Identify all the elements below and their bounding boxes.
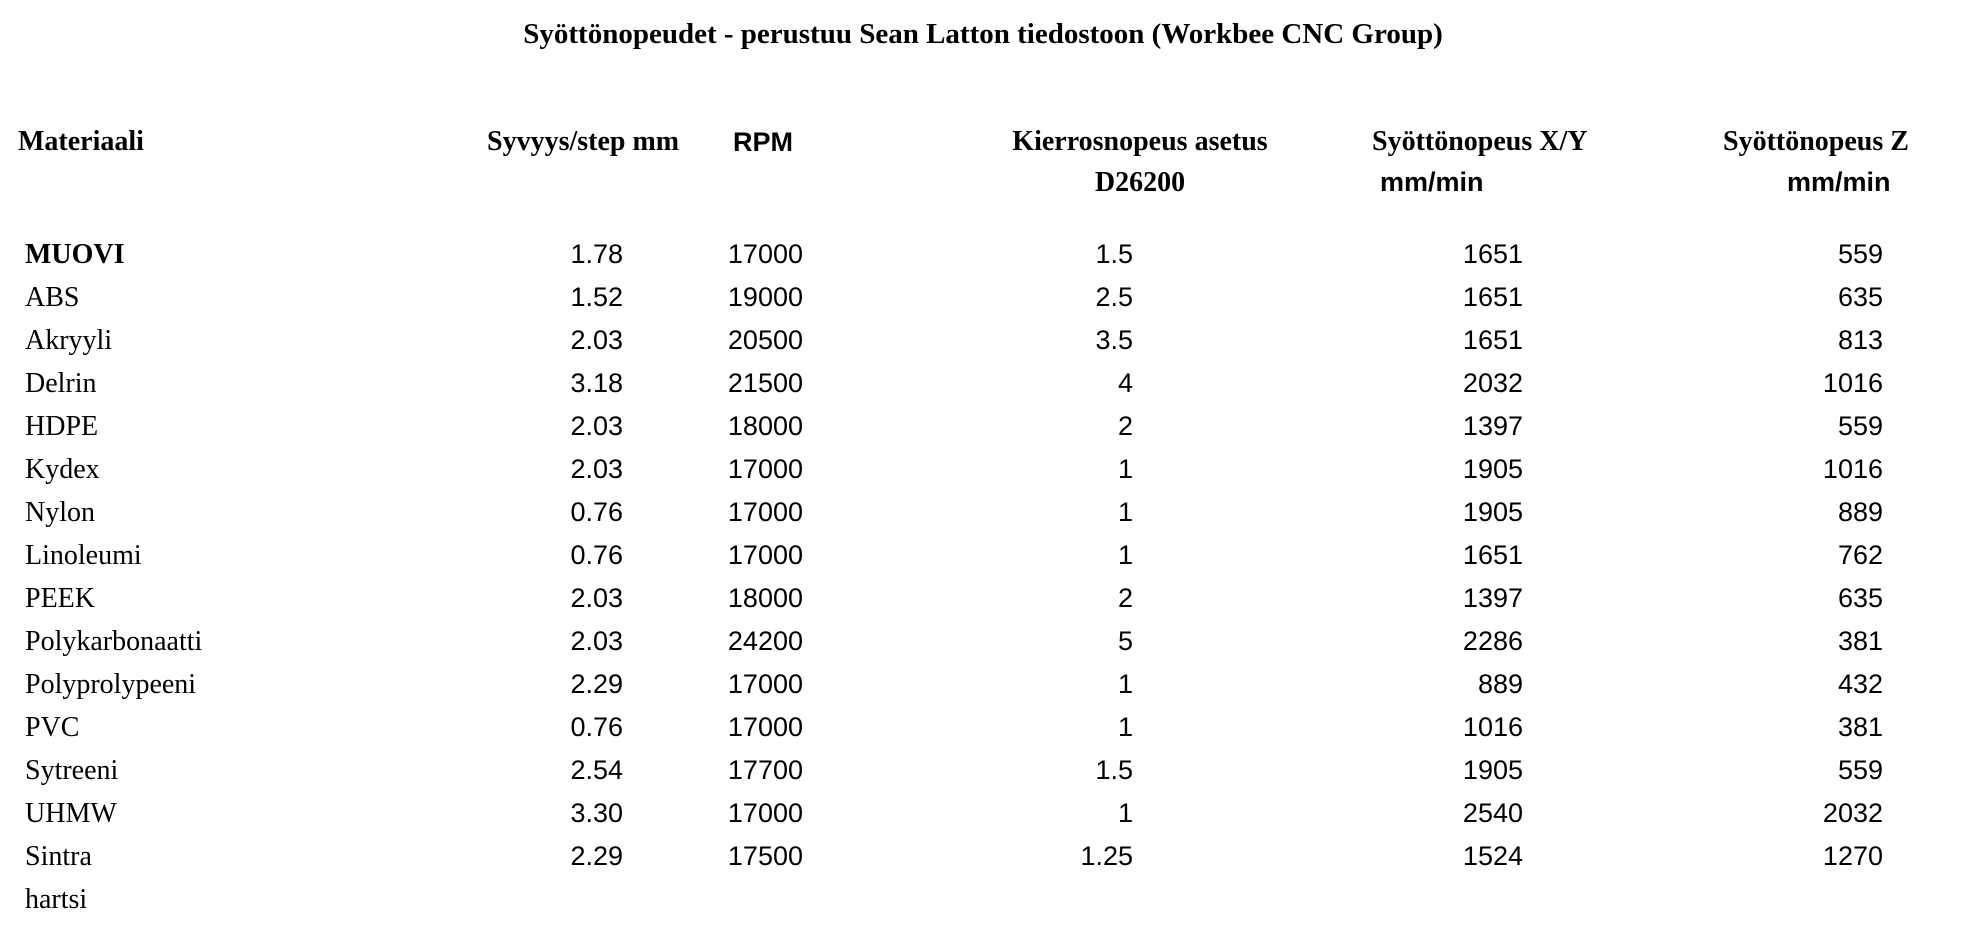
depth-value: 0.76 <box>570 497 623 527</box>
table-row <box>0 276 1966 319</box>
header-feed-xy <box>1372 121 1587 203</box>
material-name: Akryyli <box>25 325 113 356</box>
feed-z-value: 559 <box>1837 755 1883 785</box>
depth-value: 1.52 <box>570 282 623 312</box>
rpm-value: 17000 <box>727 239 803 269</box>
header-feed-xy-line1: Syöttönopeus X/Y <box>1372 126 1588 157</box>
feed-z-value: 559 <box>1837 411 1883 441</box>
header-depth: Syvyys/step mm <box>487 126 680 157</box>
header-kierrosnopeus-line1: Kierrosnopeus asetus <box>1012 126 1268 157</box>
feed-z-value: 813 <box>1837 325 1883 355</box>
rpm-value: 18000 <box>727 411 803 441</box>
feed-xy-value: 1651 <box>1462 540 1523 570</box>
header-kierrosnopeus <box>990 121 1290 203</box>
depth-value: 2.03 <box>570 583 623 613</box>
table-row <box>0 448 1966 491</box>
material-name: Delrin <box>25 368 97 399</box>
feed-xy-value: 2032 <box>1462 368 1523 398</box>
table-row <box>0 792 1966 835</box>
table-row <box>0 706 1966 749</box>
feed-z-value: 635 <box>1837 583 1883 613</box>
kierrosnopeus-value: 4 <box>1117 368 1133 398</box>
rpm-value: 20500 <box>727 325 803 355</box>
material-name: Sytreeni <box>25 755 119 786</box>
rpm-value: 17000 <box>727 669 803 699</box>
header-feed-z <box>1723 121 1909 203</box>
feed-z-value: 381 <box>1837 626 1883 656</box>
feed-xy-value: 1397 <box>1462 583 1523 613</box>
feed-z-value: 1016 <box>1822 368 1883 398</box>
table-row <box>0 233 1966 276</box>
rpm-value: 18000 <box>727 583 803 613</box>
feed-xy-value: 1651 <box>1462 325 1523 355</box>
table-row <box>0 878 1966 921</box>
table-row <box>0 491 1966 534</box>
table-row <box>0 620 1966 663</box>
table-row <box>0 577 1966 620</box>
rpm-value: 17700 <box>727 755 803 785</box>
feed-xy-value: 1651 <box>1462 239 1523 269</box>
header-kierrosnopeus-line2: D26200 <box>1094 167 1186 198</box>
depth-value: 3.30 <box>570 798 623 828</box>
feed-xy-value: 2286 <box>1462 626 1523 656</box>
kierrosnopeus-value: 1 <box>1117 669 1133 699</box>
material-name: ABS <box>25 282 80 313</box>
kierrosnopeus-value: 1.5 <box>1095 755 1133 785</box>
kierrosnopeus-value: 1.5 <box>1095 239 1133 269</box>
depth-value: 2.54 <box>570 755 623 785</box>
feed-z-value: 559 <box>1837 239 1883 269</box>
depth-value: 2.03 <box>570 454 623 484</box>
material-name: hartsi <box>25 884 88 915</box>
material-name: Polykarbonaatti <box>25 626 203 657</box>
table-row <box>0 362 1966 405</box>
header-feed-z-line2: mm/min <box>1787 167 1891 197</box>
table-row <box>0 835 1966 878</box>
kierrosnopeus-value: 2 <box>1117 583 1133 613</box>
rpm-value: 19000 <box>727 282 803 312</box>
depth-value: 2.03 <box>570 626 623 656</box>
rpm-value: 17000 <box>727 454 803 484</box>
feed-xy-value: 1524 <box>1462 841 1523 871</box>
header-rpm: RPM <box>733 127 793 157</box>
material-name: HDPE <box>25 411 99 442</box>
depth-value: 2.03 <box>570 411 623 441</box>
depth-value: 2.29 <box>570 669 623 699</box>
kierrosnopeus-value: 2 <box>1117 411 1133 441</box>
feed-xy-value: 1651 <box>1462 282 1523 312</box>
kierrosnopeus-value: 1 <box>1117 540 1133 570</box>
rpm-value: 17000 <box>727 798 803 828</box>
table-row <box>0 663 1966 706</box>
rpm-value: 17000 <box>727 712 803 742</box>
depth-value: 0.76 <box>570 712 623 742</box>
rpm-value: 17000 <box>727 497 803 527</box>
rpm-value: 24200 <box>727 626 803 656</box>
depth-value: 2.29 <box>570 841 623 871</box>
kierrosnopeus-value: 1 <box>1117 712 1133 742</box>
depth-value: 3.18 <box>570 368 623 398</box>
feed-xy-value: 1016 <box>1462 712 1523 742</box>
header-feed-z-line1: Syöttönopeus Z <box>1723 126 1909 157</box>
feed-z-value: 889 <box>1837 497 1883 527</box>
kierrosnopeus-value: 1 <box>1117 454 1133 484</box>
header-material: Materiaali <box>18 126 144 157</box>
feed-xy-value: 1397 <box>1462 411 1523 441</box>
depth-value: 2.03 <box>570 325 623 355</box>
kierrosnopeus-value: 5 <box>1117 626 1133 656</box>
header-feed-xy-line2: mm/min <box>1380 167 1484 197</box>
depth-value: 1.78 <box>570 239 623 269</box>
material-name: Kydex <box>25 454 100 485</box>
feed-xy-value: 1905 <box>1462 755 1523 785</box>
depth-value: 0.76 <box>570 540 623 570</box>
document-title: Syöttönopeudet - perustuu Sean Latton tiedostoon (Workbee CNC Group) <box>523 18 1443 50</box>
table-row <box>0 319 1966 362</box>
kierrosnopeus-value: 1 <box>1117 497 1133 527</box>
table-row <box>0 749 1966 792</box>
rpm-value: 17000 <box>727 540 803 570</box>
feed-z-value: 762 <box>1837 540 1883 570</box>
feed-xy-value: 1905 <box>1462 454 1523 484</box>
feed-xy-value: 2540 <box>1462 798 1523 828</box>
feed-xy-value: 889 <box>1477 669 1523 699</box>
feed-z-value: 635 <box>1837 282 1883 312</box>
feed-z-value: 381 <box>1837 712 1883 742</box>
kierrosnopeus-value: 3.5 <box>1095 325 1133 355</box>
rpm-value: 17500 <box>727 841 803 871</box>
kierrosnopeus-value: 1 <box>1117 798 1133 828</box>
material-name: Nylon <box>25 497 95 528</box>
material-name: Linoleumi <box>25 540 142 571</box>
feed-xy-value: 1905 <box>1462 497 1523 527</box>
material-name: Sintra <box>25 841 92 872</box>
feed-z-value: 2032 <box>1822 798 1883 828</box>
table-row <box>0 534 1966 577</box>
material-name: Polyprolypeeni <box>25 669 197 700</box>
feed-z-value: 432 <box>1837 669 1883 699</box>
material-name: UHMW <box>25 798 117 829</box>
material-name: MUOVI <box>25 239 125 270</box>
material-name: PEEK <box>25 583 95 614</box>
table-row <box>0 405 1966 448</box>
materials-table <box>0 233 1966 921</box>
material-name: PVC <box>25 712 80 743</box>
feed-z-value: 1270 <box>1822 841 1883 871</box>
kierrosnopeus-value: 1.25 <box>1080 841 1133 871</box>
kierrosnopeus-value: 2.5 <box>1095 282 1133 312</box>
rpm-value: 21500 <box>727 368 803 398</box>
feed-z-value: 1016 <box>1822 454 1883 484</box>
